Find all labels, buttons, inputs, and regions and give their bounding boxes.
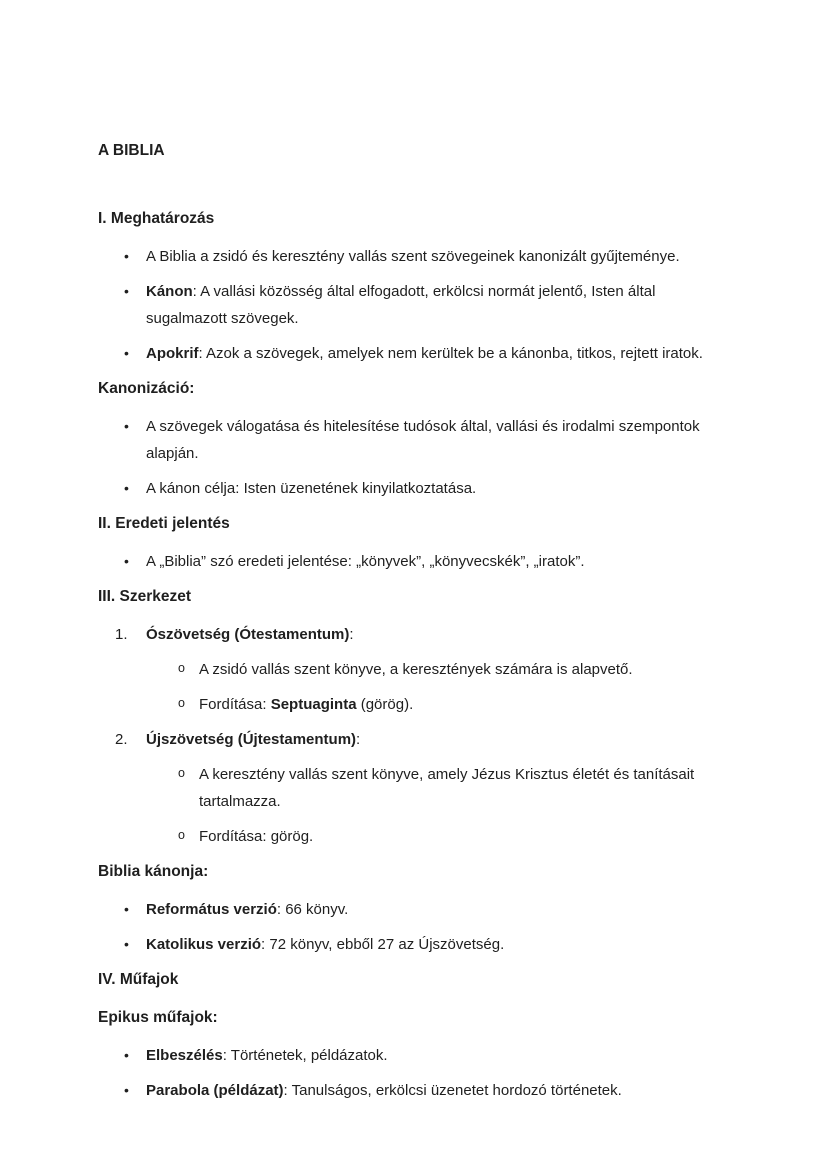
section-heading-kanonizacio (98, 375, 738, 402)
bullet-icon: • (124, 418, 129, 434)
bullet-text: : Azok a szövegek, amelyek nem kerültek be a kánonba, titkos, rejtett iratok. (198, 345, 703, 362)
bullet-icon: • (124, 248, 129, 264)
bullet-icon: • (124, 936, 129, 952)
bullet-icon: • (124, 1047, 129, 1063)
bullet-text-bold: Katolikus verzió (146, 936, 262, 953)
sub-bullet-item (98, 761, 738, 815)
bullet-text: : 72 könyv, ebből 27 az Újszövetség. (261, 936, 505, 953)
heading-text: III. Szerkezet (98, 588, 192, 605)
bullet-text-bold: Kánon (146, 283, 193, 300)
sub-bullet-item (98, 691, 738, 718)
sub-bullet-item (98, 823, 738, 850)
section-heading-eredeti-jelentes (98, 510, 738, 537)
number-label: 2. (115, 731, 128, 748)
heading-text: Epikus műfajok: (98, 1009, 218, 1026)
bullet-text: : A vallási közösség által elfogadott, erkölcsi normát jelentő, Isten által sugalmazott szövegek. (146, 283, 656, 327)
number-label: 1. (115, 626, 128, 643)
section-heading-biblia-kanonja (98, 858, 738, 885)
doc-title-text: A BIBLIA (98, 142, 165, 159)
bullet-item (98, 413, 738, 467)
section-heading-meghatarozas (98, 205, 738, 232)
bullet-icon: • (124, 283, 129, 299)
bullet-text: A kánon célja: Isten üzenetének kinyilatkoztatása. (146, 480, 477, 497)
bullet-item (98, 278, 738, 332)
section-heading-mufajok (98, 966, 738, 993)
bullet-icon: • (124, 553, 129, 569)
numbered-text-bold: Újszövetség (Újtestamentum) (146, 731, 357, 748)
sub-bullet-icon: o (178, 766, 185, 780)
sub-bullet-text: Fordítása: (199, 696, 271, 713)
heading-text: Biblia kánonja: (98, 863, 209, 880)
bullet-text-bold: Apokrif (146, 345, 199, 362)
bullet-text-bold: Elbeszélés (146, 1047, 223, 1064)
sub-bullet-text: A zsidó vallás szent könyve, a keresztények számára is alapvető. (199, 661, 633, 678)
section-heading-szerkezet (98, 583, 738, 610)
sub-bullet-icon: o (178, 696, 185, 710)
numbered-item (98, 621, 738, 648)
bullet-text: : Tanulságos, erkölcsi üzenetet hordozó történetek. (283, 1082, 622, 1099)
sub-bullet-item (98, 656, 738, 683)
heading-text: Kanonizáció: (98, 380, 195, 397)
numbered-text: : (356, 731, 361, 748)
sub-bullet-icon: o (178, 661, 185, 675)
bullet-item (98, 475, 738, 502)
bullet-text: A Biblia a zsidó és keresztény vallás szent szövegeinek kanonizált gyűjteménye. (146, 248, 680, 265)
doc-title (98, 137, 738, 164)
bullet-item (98, 243, 738, 270)
sub-bullet-text: Fordítása: görög. (199, 828, 314, 845)
sub-bullet-text-bold: Septuaginta (270, 696, 357, 713)
numbered-item (98, 726, 738, 753)
sub-bullet-text: A keresztény vallás szent könyve, amely Jézus Krisztus életét és tanításait tartalmazza. (199, 766, 695, 810)
heading-text: II. Eredeti jelentés (98, 515, 230, 532)
bullet-icon: • (124, 901, 129, 917)
bullet-text-bold: Református verzió (146, 901, 277, 918)
bullet-text: : 66 könyv. (276, 901, 349, 918)
bullet-item (98, 931, 738, 958)
bullet-icon: • (124, 345, 129, 361)
heading-text: I. Meghatározás (98, 210, 215, 227)
heading-text: IV. Műfajok (98, 971, 179, 988)
bullet-item (98, 1077, 738, 1104)
bullet-icon: • (124, 1082, 129, 1098)
numbered-text: : (349, 626, 354, 643)
numbered-text-bold: Ószövetség (Ótestamentum) (146, 626, 350, 643)
bullet-item (98, 896, 738, 923)
bullet-text: A szövegek válogatása és hitelesítése tudósok által, vallási és irodalmi szempontok alapján. (146, 418, 700, 462)
bullet-item (98, 548, 738, 575)
bullet-text: A „Biblia” szó eredeti jelentése: „könyvek”, „könyvecskék”, „iratok”. (146, 553, 585, 570)
bullet-item (98, 340, 738, 367)
sub-bullet-icon: o (178, 828, 185, 842)
section-heading-epikus-mufajok (98, 1004, 738, 1031)
bullet-icon: • (124, 480, 129, 496)
bullet-text: : Történetek, példázatok. (222, 1047, 388, 1064)
bullet-item (98, 1042, 738, 1069)
sub-bullet-text: (görög). (356, 696, 414, 713)
bullet-text-bold: Parabola (példázat) (146, 1082, 284, 1099)
